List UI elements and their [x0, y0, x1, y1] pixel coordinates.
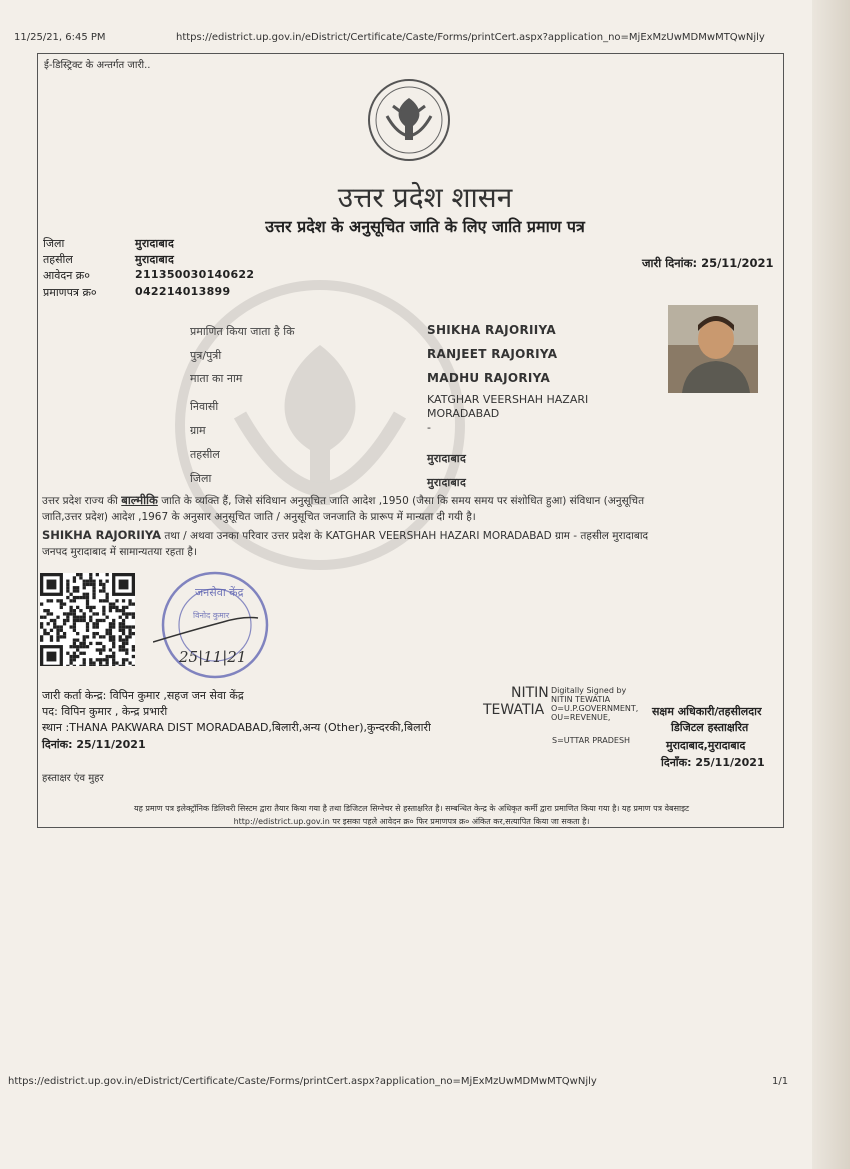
sign-and-seal-label: हस्ताक्षर एंव मुहर [42, 773, 104, 784]
footer-url: https://edistrict.up.gov.in/eDistrict/Certificate/Caste/Forms/printCert.aspx?application_no=MjExMzUwMDMwMTQwNjly [8, 1076, 597, 1087]
field-value-village: - [427, 421, 431, 434]
field-label-district: जिला [190, 472, 212, 485]
issuer-center: जारी कर्ता केन्द्र: विपिन कुमार ,सहज जन सेवा केंद्र [42, 689, 244, 702]
signing-date-label: दिनाँक: [661, 756, 692, 769]
residence-line2: जनपद मुरादाबाद में सामान्यतया रहता है। [42, 546, 197, 558]
qr-code-icon [40, 573, 135, 666]
signer-name-line2: TEWATIA [483, 702, 545, 718]
field-value-resident-line2: MORADABAD [427, 407, 500, 420]
signing-date-value: 25/11/2021 [695, 756, 765, 769]
meta-value-application-no: 211350030140622 [135, 268, 255, 281]
issue-date-label: जारी दिनांक: [642, 256, 698, 270]
issue-date-value: 25/11/2021 [701, 256, 774, 270]
field-value-district: मुरादाबाद [427, 476, 467, 489]
signing-place: मुरादाबाद,मुरादाबाद [666, 739, 746, 752]
signing-authority: सक्षम अधिकारी/तहसीलदार [652, 705, 762, 718]
page-subtitle: उत्तर प्रदेश के अनुसूचित जाति के लिए जाति प्रमाण पत्र [265, 217, 585, 236]
meta-value-tehsil: मुरादाबाद [135, 253, 175, 266]
ds-line3: O=U.P.GOVERNMENT, [551, 704, 639, 713]
meta-label-application-no: आवेदन क्र० [43, 269, 90, 282]
ds-line5: S=UTTAR PRADESH [552, 736, 631, 745]
meta-value-district: मुरादाबाद [135, 237, 175, 250]
meta-value-certificate-no: 042214013899 [135, 285, 231, 298]
field-label-resident: निवासी [190, 400, 219, 413]
residence-name: SHIKHA RAJORIIYA [42, 528, 161, 542]
digitally-signed-label: डिजिटल हस्ताक्षरित [671, 721, 749, 734]
ds-line4: OU=REVENUE, [551, 713, 611, 722]
field-label-village: ग्राम [190, 424, 206, 437]
field-label-son-daughter: पुत्र/पुत्री [190, 349, 222, 362]
page-count: 1/1 [772, 1076, 789, 1087]
residence-text: तथा / अथवा उनका परिवार उत्तर प्रदेश के KATGHAR VEERSHAH HAZARI MORADABAD ग्राम - तहसील मुरादाबाद [160, 530, 649, 542]
footnote-line2: http://edistrict.up.gov.in पर इसका पहले आवेदन क्र० फिर प्रमाणपत्र क्र० अंकित कर,सत्यापित किया जा सकता है। [233, 817, 590, 826]
print-datetime: 11/25/21, 6:45 PM [14, 32, 106, 43]
meta-label-district: जिला [43, 237, 65, 250]
applicant-photo [668, 305, 758, 393]
caste-name: बाल्मीकि [121, 493, 158, 507]
residence-paragraph [42, 527, 777, 545]
declaration-text-rest: जाति के व्यक्ति हैं, जिसे संविधान अनुसूचित जाति आदेश ,1950 (जैसा कि समय समय पर संशोधित हुआ) संविधान (अनुसूचित [157, 495, 645, 507]
issuer-date-value: 25/11/2021 [76, 738, 146, 751]
digital-signature-details [551, 686, 638, 722]
applicant-portrait-icon [668, 305, 758, 393]
print-url: https://edistrict.up.gov.in/eDistrict/Certificate/Caste/Forms/printCert.aspx?application_no=MjExMzUwMDMwMTQwNjly [176, 32, 765, 43]
stamp-inner-text: विनोद कुमार [193, 611, 230, 620]
ds-line1: Digitally Signed by [551, 686, 627, 695]
qr-code [40, 573, 135, 666]
issue-date [642, 256, 774, 271]
issuer-date [42, 737, 146, 752]
up-emblem-icon [367, 78, 451, 162]
declaration-line2: जाति,उत्तर प्रदेश) आदेश ,1967 के अनुसार अनुसूचित जाति / अनुसूचित जनजाति के प्रारूप में मान्यता दी गयी है। [42, 511, 476, 523]
issuer-date-label: दिनांक: [42, 738, 73, 751]
field-value-mother: MADHU RAJORIYA [427, 371, 551, 385]
issuer-place: स्थान :THANA PAKWARA DIST MORADABAD,बिलारी,अन्य (Other),कुन्दरकी,बिलारी [42, 721, 431, 734]
meta-label-tehsil: तहसील [43, 253, 73, 266]
stamp-text: जनसेवा केंद्र [195, 586, 244, 599]
signing-date [661, 755, 765, 770]
ds-line2: NITIN TEWATIA [551, 695, 611, 704]
declaration-paragraph [42, 492, 777, 510]
field-label-mother: माता का नाम [190, 372, 243, 385]
declaration-text-start: उत्तर प्रदेश राज्य की [42, 495, 122, 507]
footnote-line1: यह प्रमाण पत्र इलेक्ट्रॉनिक डिलिवरी सिस्टम द्वारा तैयार किया गया है तथा डिजिटल सिग्नेचर से हस्ताक्षरित है। सम्बन्धित केन्द्र के अधिकृत कर्मी द्वारा प्रमाणित किया गया है। यह प्रमाण पत्र वेबसाइट [133, 804, 690, 813]
meta-label-certificate-no: प्रमाणपत्र क्र० [43, 286, 97, 299]
field-value-resident-line1: KATGHAR VEERSHAH HAZARI [427, 393, 589, 406]
field-value-name: SHIKHA RAJORIIYA [427, 323, 556, 337]
page-edge-shadow [812, 0, 850, 1169]
signer-name-line1: NITIN [511, 685, 549, 701]
field-label-tehsil: तहसील [190, 448, 220, 461]
field-value-father: RANJEET RAJORIYA [427, 347, 558, 361]
stamp-handwritten-date: 25|11|21 [179, 648, 247, 666]
seal-stamp-icon [153, 570, 278, 685]
field-label-certified: प्रमाणित किया जाता है कि [190, 325, 295, 338]
issuer-post: पद: विपिन कुमार , केन्द्र प्रभारी [42, 705, 168, 718]
page-title: उत्तर प्रदेश शासन [337, 181, 513, 214]
issued-under: ई-डिस्ट्रिक्ट के अन्तर्गत जारी.. [44, 60, 151, 71]
field-value-tehsil: मुरादाबाद [427, 452, 467, 465]
